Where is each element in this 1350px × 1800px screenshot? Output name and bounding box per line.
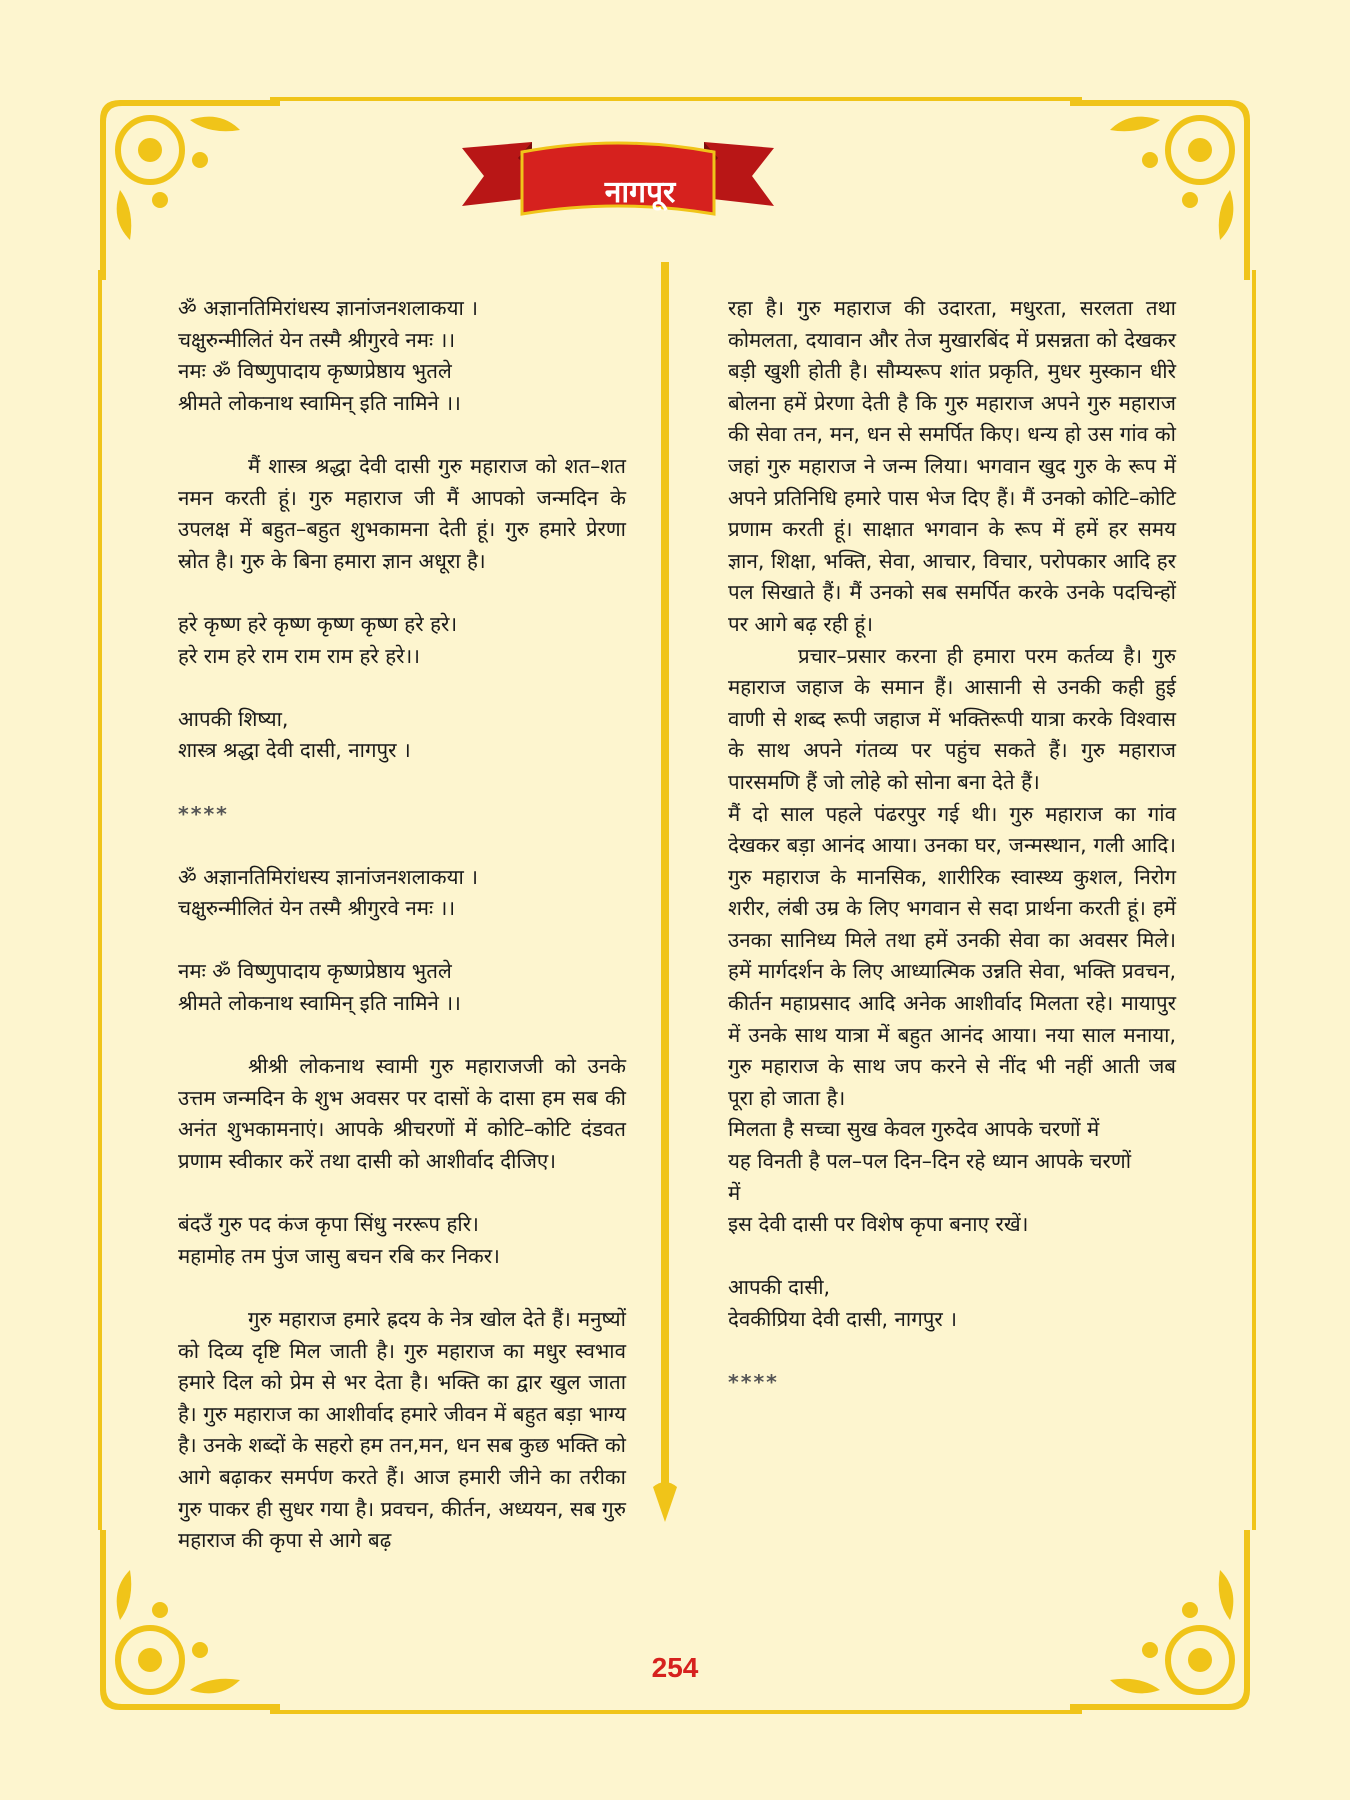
page-title: नागपूर xyxy=(604,175,676,210)
signature-line: आपकी शिष्या, xyxy=(178,706,289,731)
verse-line: नमः ॐ विष्णुपादाय कृष्णप्रेष्ठाय भुतले xyxy=(178,359,452,384)
corner-ornament-bottom-right xyxy=(1070,1530,1270,1730)
signature-line: देवकीप्रिया देवी दासी, नागपुर । xyxy=(728,1307,958,1331)
frame-top-line xyxy=(270,97,1082,101)
corner-ornament-bottom-left xyxy=(80,1530,280,1730)
verse-line: ॐ अज्ञानतिमिरांधस्य ज्ञानांजनशलाकया । xyxy=(178,296,479,320)
frame-right-line xyxy=(1252,270,1256,1530)
verse-line: इस देवी दासी पर विशेष कृपा बनाए रखें। xyxy=(728,1212,1029,1237)
verse-line: में xyxy=(728,1180,741,1205)
column-divider xyxy=(650,262,680,1522)
left-column xyxy=(178,293,626,1557)
signature-line: आपकी दासी, xyxy=(728,1275,831,1300)
verse-line: नमः ॐ विष्णुपादाय कृष्णप्रेष्ठाय भुतले xyxy=(178,959,452,984)
section-separator: **** xyxy=(178,801,229,826)
corner-ornament-top-left xyxy=(80,80,280,280)
mantra-line: हरे राम हरे राम राम राम हरे हरे।। xyxy=(178,643,421,668)
verse-line: ॐ अज्ञानतिमिरांधस्य ज्ञानांजनशलाकया । xyxy=(178,864,479,889)
doha-line: महामोह तम पुंज जासु बचन रबि कर निकर। xyxy=(178,1243,500,1268)
verse-line: मिलता है सच्चा सुख केवल गुरुदेव आपके चरणों में xyxy=(728,1117,1100,1142)
section-separator: **** xyxy=(728,1370,779,1395)
paragraph: मैं दो साल पहले पंढरपुर गई थी। गुरु महाराज का गांव देखकर बड़ा आनंद आया। उनका घर, जन्मस्थान, गली आदि। गुरु महाराज के मानसिक, शारीरिक स्वास्थ्य कुशल, निरोग शरीर, लंबी उम्र के लिए भगवान से सदा प्रार्थना करती हूं। हमें उनका सानिध्य मिले तथा हमें उनकी सेवा का अवसर मिले। हमें मार्गदर्शन के लिए आध्यात्मिक उन्नति सेवा, भक्ति प्रवचन, कीर्तन महाप्रसाद आदि अनेक आशीर्वाद मिलता रहे। मायापुर में उनके साथ यात्रा में बहुत आनंद आया। नया साल मनाया, गुरु महाराज के साथ जप करने से नींद भी नहीं आती जब पूरा हो जाता है। xyxy=(728,801,1176,1110)
verse-line: चक्षुरुन्मीलितं येन तस्मै श्रीगुरवे नमः ।। xyxy=(178,327,456,352)
right-column xyxy=(728,293,1176,1399)
verse-line: श्रीमते लोकनाथ स्वामिन् इति नामिने ।। xyxy=(178,390,461,415)
corner-ornament-top-right xyxy=(1070,80,1270,280)
page-number: 254 xyxy=(651,1652,699,1683)
verse-line: यह विनती है पल–पल दिन–दिन रहे ध्यान आपके चरणों xyxy=(728,1149,1132,1174)
verse-line: श्रीमते लोकनाथ स्वामिन् इति नामिने ।। xyxy=(178,991,461,1016)
verse-line: चक्षुरुन्मीलितं येन तस्मै श्रीगुरवे नमः ।। xyxy=(178,896,456,921)
paragraph: श्रीश्री लोकनाथ स्वामी गुरु महाराजजी को उनके उत्तम जन्मदिन के शुभ अवसर पर दासों के दासा हम सब की अनंत शुभकामनाएं। आपके श्रीचरणों में कोटि–कोटि दंडवत प्रणाम स्वीकार करें तथा दासी को आशीर्वाद दीजिए। xyxy=(178,1054,626,1174)
signature-line: शास्त्र श्रद्धा देवी दासी, नागपुर । xyxy=(178,738,411,763)
paragraph: गुरु महाराज हमारे ह्रदय के नेत्र खोल देते हैं। मनुष्यों को दिव्य दृष्टि मिल जाती है। गुरु महाराज का मधुर स्वभाव हमारे दिल को प्रेम से भर देता है। भक्ति का द्वार खुल जाता है। गुरु महाराज का आशीर्वाद हमारे जीवन में बहुत बड़ा भाग्य है। उनके शब्दों के सहरो हम तन,मन, धन सब कुछ भक्ति को आगे बढ़ाकर समर्पण करते हैं। आज हमारी जीने का तरीका गुरु पाकर ही सुधर गया है। प्रवचन, कीर्तन, अध्ययन, सब गुरु महाराज की कृपा से आगे बढ़ xyxy=(178,1307,626,1553)
paragraph: प्रचार–प्रसार करना ही हमारा परम कर्तव्य है। गुरु महाराज जहाज के समान हैं। आसानी से उनकी कही हुई वाणी से शब्द रूपी जहाज में भक्तिरूपी यात्रा करके विश्वास के साथ अपने गंतव्य पर पहुंच सकते हैं। गुरु महाराज पारसमणि हैं जो लोहे को सोना बना देते हैं। xyxy=(728,643,1176,794)
paragraph: मैं शास्त्र श्रद्धा देवी दासी गुरु महाराज को शत–शत नमन करती हूं। गुरु महाराज जी मैं आपको जन्मदिन के उपलक्ष में बहुत–बहुत शुभकामना देती हूं। गुरु हमारे प्रेरणा स्रोत है। गुरु के बिना हमारा ज्ञान अधूरा है। xyxy=(178,453,626,573)
paragraph: रहा है। गुरु महाराज की उदारता, मधुरता, सरलता तथा कोमलता, दयावान और तेज मुखारबिंद में प्रसन्नता को देखकर बड़ी खुशी होती है। सौम्यरूप शांत प्रकृति, मुधर मुस्कान धीरे बोलना हमें प्रेरणा देती है कि गुरु महाराज अपने गुरु महाराज की सेवा तन, मन, धन से समर्पित किए। धन्य हो उस गांव को जहां गुरु महाराज ने जन्म लिया। भगवान खुद गुरु के रूप में अपने प्रतिनिधि हमारे पास भेज दिए हैं। मैं उनको कोटि–कोटि प्रणाम करती हूं। साक्षात भगवान के रूप में हमें हर समय ज्ञान, शिक्षा, भक्ति, सेवा, आचार, विचार, परोपकार आदि हर पल सिखाते हैं। मैं उनको सब समर्पित करके उनके पदचिन्हों पर आगे बढ़ रही हूं। xyxy=(728,296,1176,636)
frame-bottom-line xyxy=(270,1710,1082,1714)
doha-line: बंदउँ गुरु पद कंज कृपा सिंधु नररूप हरि। xyxy=(178,1212,479,1237)
frame-left-line xyxy=(98,270,102,1530)
mantra-line: हरे कृष्ण हरे कृष्ण कृष्ण कृष्ण हरे हरे। xyxy=(178,611,458,636)
